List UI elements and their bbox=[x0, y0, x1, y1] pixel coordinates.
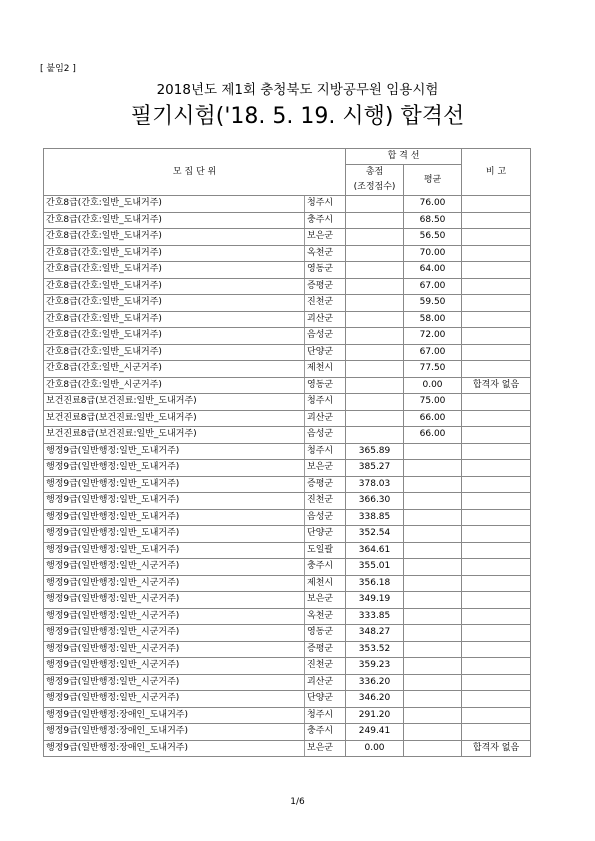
table-row bbox=[44, 196, 531, 213]
row-note bbox=[462, 575, 531, 592]
row-note bbox=[462, 526, 531, 543]
row-note bbox=[462, 460, 531, 477]
row-region: 단양군 bbox=[305, 691, 346, 708]
row-total bbox=[346, 410, 404, 427]
row-average bbox=[404, 625, 462, 642]
row-note bbox=[462, 212, 531, 229]
header-note: 비 고 bbox=[462, 149, 531, 196]
row-note bbox=[462, 724, 531, 741]
row-region: 음성군 bbox=[305, 328, 346, 345]
row-total: 366.30 bbox=[346, 493, 404, 510]
row-total: 356.18 bbox=[346, 575, 404, 592]
row-note bbox=[462, 443, 531, 460]
row-average: 56.50 bbox=[404, 229, 462, 246]
row-unit: 간호8급(간호:일반_도내거주) bbox=[44, 229, 305, 246]
table-row bbox=[44, 509, 531, 526]
row-note bbox=[462, 394, 531, 411]
row-unit: 행정9급(일반행정:일반_시군거주) bbox=[44, 658, 305, 675]
row-average bbox=[404, 443, 462, 460]
row-note bbox=[462, 509, 531, 526]
table-row bbox=[44, 443, 531, 460]
header-total-sub: (조정점수) bbox=[353, 182, 396, 192]
table-row bbox=[44, 460, 531, 477]
row-note bbox=[462, 344, 531, 361]
table-row bbox=[44, 262, 531, 279]
table-row bbox=[44, 691, 531, 708]
row-average: 66.00 bbox=[404, 410, 462, 427]
row-region: 보은군 bbox=[305, 229, 346, 246]
table-row bbox=[44, 212, 531, 229]
row-average bbox=[404, 674, 462, 691]
table-row bbox=[44, 526, 531, 543]
pass-line-table bbox=[43, 148, 531, 757]
row-region: 청주시 bbox=[305, 443, 346, 460]
row-unit: 행정9급(일반행정:장애인_도내거주) bbox=[44, 740, 305, 757]
row-region: 단양군 bbox=[305, 526, 346, 543]
row-region: 음성군 bbox=[305, 427, 346, 444]
page-number: 1/6 bbox=[290, 797, 305, 807]
row-total bbox=[346, 311, 404, 328]
row-total: 352.54 bbox=[346, 526, 404, 543]
document-subtitle: 2018년도 제1회 충청북도 지방공무원 임용시험 bbox=[156, 82, 439, 98]
row-unit: 행정9급(일반행정:일반_시군거주) bbox=[44, 575, 305, 592]
row-unit: 행정9급(일반행정:일반_도내거주) bbox=[44, 509, 305, 526]
header-unit: 모 집 단 위 bbox=[44, 149, 346, 196]
row-note bbox=[462, 311, 531, 328]
row-region: 보은군 bbox=[305, 740, 346, 757]
row-region: 보은군 bbox=[305, 460, 346, 477]
row-unit: 행정9급(일반행정:일반_도내거주) bbox=[44, 526, 305, 543]
table-row bbox=[44, 328, 531, 345]
row-total: 385.27 bbox=[346, 460, 404, 477]
row-average bbox=[404, 608, 462, 625]
row-total: 336.20 bbox=[346, 674, 404, 691]
row-unit: 행정9급(일반행정:일반_시군거주) bbox=[44, 592, 305, 609]
table-row bbox=[44, 724, 531, 741]
row-note bbox=[462, 608, 531, 625]
row-total: 355.01 bbox=[346, 559, 404, 576]
row-total bbox=[346, 328, 404, 345]
row-region: 영동군 bbox=[305, 377, 346, 394]
row-unit: 행정9급(일반행정:장애인_도내거주) bbox=[44, 707, 305, 724]
table-row bbox=[44, 740, 531, 757]
row-average: 64.00 bbox=[404, 262, 462, 279]
table-row bbox=[44, 344, 531, 361]
row-total bbox=[346, 344, 404, 361]
row-average bbox=[404, 592, 462, 609]
row-region: 옥천군 bbox=[305, 245, 346, 262]
row-total: 0.00 bbox=[346, 740, 404, 757]
row-note bbox=[462, 691, 531, 708]
row-note: 합격자 없음 bbox=[462, 740, 531, 757]
row-average bbox=[404, 724, 462, 741]
row-average: 67.00 bbox=[404, 344, 462, 361]
row-total bbox=[346, 262, 404, 279]
row-note bbox=[462, 476, 531, 493]
row-region: 괴산군 bbox=[305, 674, 346, 691]
row-region: 음성군 bbox=[305, 509, 346, 526]
row-note bbox=[462, 707, 531, 724]
table-row bbox=[44, 377, 531, 394]
row-average bbox=[404, 691, 462, 708]
table-row bbox=[44, 559, 531, 576]
row-region: 진천군 bbox=[305, 493, 346, 510]
row-unit: 행정9급(일반행정:일반_도내거주) bbox=[44, 542, 305, 559]
row-total: 353.52 bbox=[346, 641, 404, 658]
row-region: 청주시 bbox=[305, 707, 346, 724]
row-region: 제천시 bbox=[305, 575, 346, 592]
row-region: 영동군 bbox=[305, 262, 346, 279]
row-region: 옥천군 bbox=[305, 608, 346, 625]
header-total-label: 총점 bbox=[365, 167, 384, 177]
row-unit: 보건진료8급(보건진료:일반_도내거주) bbox=[44, 410, 305, 427]
row-region: 청주시 bbox=[305, 196, 346, 213]
table-row bbox=[44, 575, 531, 592]
table-row bbox=[44, 427, 531, 444]
row-unit: 행정9급(일반행정:일반_시군거주) bbox=[44, 559, 305, 576]
row-average: 59.50 bbox=[404, 295, 462, 312]
row-note bbox=[462, 493, 531, 510]
header-pass-line: 합 격 선 bbox=[346, 149, 462, 165]
row-region: 충주시 bbox=[305, 212, 346, 229]
row-total: 346.20 bbox=[346, 691, 404, 708]
row-note bbox=[462, 658, 531, 675]
row-average: 70.00 bbox=[404, 245, 462, 262]
document-title: 필기시험('18. 5. 19. 시행) 합격선 bbox=[130, 104, 465, 129]
table-row bbox=[44, 608, 531, 625]
row-total bbox=[346, 278, 404, 295]
row-average: 66.00 bbox=[404, 427, 462, 444]
row-region: 진천군 bbox=[305, 658, 346, 675]
row-note bbox=[462, 295, 531, 312]
row-total bbox=[346, 212, 404, 229]
row-note bbox=[462, 542, 531, 559]
row-unit: 행정9급(일반행정:일반_시군거주) bbox=[44, 608, 305, 625]
row-total bbox=[346, 427, 404, 444]
row-unit: 간호8급(간호:일반_도내거주) bbox=[44, 245, 305, 262]
row-total bbox=[346, 361, 404, 378]
row-unit: 행정9급(일반행정:일반_시군거주) bbox=[44, 625, 305, 642]
row-average bbox=[404, 460, 462, 477]
row-note bbox=[462, 245, 531, 262]
row-average: 77.50 bbox=[404, 361, 462, 378]
row-unit: 행정9급(일반행정:일반_시군거주) bbox=[44, 641, 305, 658]
row-region: 영동군 bbox=[305, 625, 346, 642]
table-row bbox=[44, 229, 531, 246]
table-row bbox=[44, 394, 531, 411]
table-row bbox=[44, 295, 531, 312]
row-unit: 간호8급(간호:일반_시군거주) bbox=[44, 361, 305, 378]
row-region: 진천군 bbox=[305, 295, 346, 312]
row-note bbox=[462, 328, 531, 345]
row-total: 291.20 bbox=[346, 707, 404, 724]
row-unit: 간호8급(간호:일반_도내거주) bbox=[44, 295, 305, 312]
row-average bbox=[404, 575, 462, 592]
row-region: 도일괄 bbox=[305, 542, 346, 559]
row-unit: 행정9급(일반행정:장애인_도내거주) bbox=[44, 724, 305, 741]
row-note bbox=[462, 641, 531, 658]
row-total: 378.03 bbox=[346, 476, 404, 493]
row-total: 249.41 bbox=[346, 724, 404, 741]
row-note bbox=[462, 674, 531, 691]
row-total bbox=[346, 196, 404, 213]
row-average: 76.00 bbox=[404, 196, 462, 213]
row-average: 58.00 bbox=[404, 311, 462, 328]
table-row bbox=[44, 674, 531, 691]
row-unit: 간호8급(간호:일반_도내거주) bbox=[44, 196, 305, 213]
row-note bbox=[462, 625, 531, 642]
row-note bbox=[462, 559, 531, 576]
row-unit: 행정9급(일반행정:일반_시군거주) bbox=[44, 674, 305, 691]
table-row bbox=[44, 361, 531, 378]
row-note: 합격자 없음 bbox=[462, 377, 531, 394]
row-average: 68.50 bbox=[404, 212, 462, 229]
row-note bbox=[462, 278, 531, 295]
row-region: 괴산군 bbox=[305, 311, 346, 328]
row-average bbox=[404, 542, 462, 559]
row-unit: 행정9급(일반행정:일반_도내거주) bbox=[44, 460, 305, 477]
row-total: 348.27 bbox=[346, 625, 404, 642]
row-region: 충주시 bbox=[305, 559, 346, 576]
row-average: 0.00 bbox=[404, 377, 462, 394]
table-row bbox=[44, 410, 531, 427]
row-unit: 행정9급(일반행정:일반_도내거주) bbox=[44, 476, 305, 493]
row-average bbox=[404, 641, 462, 658]
row-total: 364.61 bbox=[346, 542, 404, 559]
header-average: 평균 bbox=[404, 165, 462, 196]
row-note bbox=[462, 196, 531, 213]
row-unit: 간호8급(간호:일반_도내거주) bbox=[44, 344, 305, 361]
row-region: 증평군 bbox=[305, 641, 346, 658]
row-average bbox=[404, 526, 462, 543]
row-note bbox=[462, 410, 531, 427]
row-total bbox=[346, 377, 404, 394]
table-row bbox=[44, 493, 531, 510]
table-row bbox=[44, 658, 531, 675]
row-average: 75.00 bbox=[404, 394, 462, 411]
row-region: 청주시 bbox=[305, 394, 346, 411]
row-note bbox=[462, 361, 531, 378]
row-unit: 행정9급(일반행정:일반_도내거주) bbox=[44, 443, 305, 460]
row-total: 359.23 bbox=[346, 658, 404, 675]
row-unit: 간호8급(간호:일반_도내거주) bbox=[44, 212, 305, 229]
row-total bbox=[346, 245, 404, 262]
row-unit: 행정9급(일반행정:일반_시군거주) bbox=[44, 691, 305, 708]
row-region: 충주시 bbox=[305, 724, 346, 741]
row-average bbox=[404, 493, 462, 510]
table-row bbox=[44, 311, 531, 328]
row-average bbox=[404, 707, 462, 724]
row-unit: 보건진료8급(보건진료:일반_도내거주) bbox=[44, 394, 305, 411]
row-note bbox=[462, 229, 531, 246]
row-region: 제천시 bbox=[305, 361, 346, 378]
row-unit: 간호8급(간호:일반_도내거주) bbox=[44, 311, 305, 328]
row-total bbox=[346, 394, 404, 411]
table-row bbox=[44, 245, 531, 262]
row-average bbox=[404, 476, 462, 493]
table-row bbox=[44, 278, 531, 295]
row-unit: 간호8급(간호:일반_도내거주) bbox=[44, 278, 305, 295]
table-row bbox=[44, 476, 531, 493]
header-total bbox=[346, 165, 404, 196]
row-total bbox=[346, 229, 404, 246]
row-region: 증평군 bbox=[305, 278, 346, 295]
row-region: 보은군 bbox=[305, 592, 346, 609]
table-row bbox=[44, 707, 531, 724]
row-note bbox=[462, 592, 531, 609]
row-unit: 행정9급(일반행정:일반_도내거주) bbox=[44, 493, 305, 510]
table-row bbox=[44, 625, 531, 642]
row-total: 365.89 bbox=[346, 443, 404, 460]
row-average bbox=[404, 559, 462, 576]
row-average bbox=[404, 740, 462, 757]
row-note bbox=[462, 427, 531, 444]
row-average bbox=[404, 509, 462, 526]
table-row bbox=[44, 592, 531, 609]
row-average bbox=[404, 658, 462, 675]
row-region: 괴산군 bbox=[305, 410, 346, 427]
row-note bbox=[462, 262, 531, 279]
table-row bbox=[44, 641, 531, 658]
row-total: 333.85 bbox=[346, 608, 404, 625]
row-total: 338.85 bbox=[346, 509, 404, 526]
row-average: 67.00 bbox=[404, 278, 462, 295]
row-region: 단양군 bbox=[305, 344, 346, 361]
row-unit: 간호8급(간호:일반_도내거주) bbox=[44, 328, 305, 345]
row-total bbox=[346, 295, 404, 312]
row-unit: 보건진료8급(보건진료:일반_도내거주) bbox=[44, 427, 305, 444]
table-row bbox=[44, 542, 531, 559]
row-unit: 간호8급(간호:일반_도내거주) bbox=[44, 262, 305, 279]
table-body bbox=[44, 196, 531, 757]
row-region: 증평군 bbox=[305, 476, 346, 493]
row-total: 349.19 bbox=[346, 592, 404, 609]
row-unit: 간호8급(간호:일반_시군거주) bbox=[44, 377, 305, 394]
attachment-label: [ 붙임2 ] bbox=[40, 64, 76, 74]
row-average: 72.00 bbox=[404, 328, 462, 345]
